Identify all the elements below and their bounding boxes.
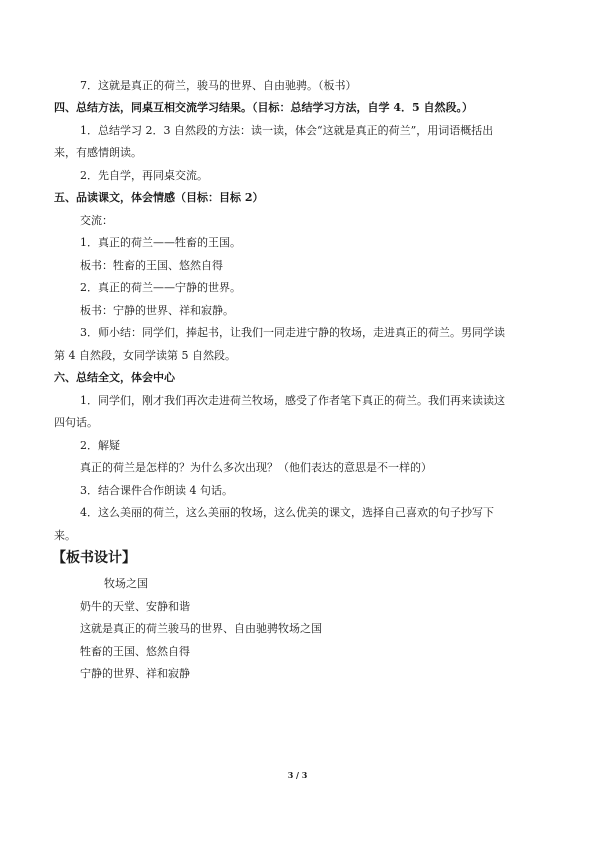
text-line: 来，有感情朗读。: [54, 146, 142, 159]
section-heading: 五、品读课文，体会情感（目标：目标 2）: [54, 191, 264, 204]
text-line: 7．这就是真正的荷兰，骏马的世界、自由驰骋。（板书）: [80, 79, 357, 92]
text-line: 1．真正的荷兰——牲畜的王国。: [80, 236, 241, 249]
board-line: 这就是真正的荷兰骏马的世界、自由驰骋牧场之国: [80, 622, 322, 635]
text-line: 2．真正的荷兰——宁静的世界。: [80, 281, 241, 294]
text-line: 2．解疑: [80, 439, 120, 452]
text-line: 3．师小结：同学们，捧起书，让我们一同走进宁静的牧场，走进真正的荷兰。男同学读: [80, 326, 505, 339]
section-heading: 四、总结方法，同桌互相交流学习结果。（目标：总结学习方法，自学 4．5 自然段。）: [54, 101, 473, 114]
page-number: 3 / 3: [287, 770, 308, 780]
text-line: 3．结合课件合作朗读 4 句话。: [80, 484, 233, 497]
board-design-heading: 【板书设计】: [52, 550, 136, 566]
text-line: 板书：牲畜的王国、悠然自得: [80, 259, 223, 272]
board-line: 宁静的世界、祥和寂静: [80, 667, 190, 680]
board-line: 牲畜的王国、悠然自得: [80, 645, 190, 658]
text-line: 板书：宁静的世界、祥和寂静。: [80, 304, 234, 317]
text-line: 1．总结学习 2．3 自然段的方法：读一读，体会“这就是真正的荷兰”，用词语概括出: [80, 124, 494, 137]
text-line: 真正的荷兰是怎样的？为什么多次出现？（他们表达的意思是不一样的）: [80, 461, 432, 474]
text-line: 2．先自学，再同桌交流。: [80, 169, 208, 182]
board-line: 牧场之国: [104, 577, 148, 590]
text-line: 交流：: [80, 214, 113, 227]
text-line: 来。: [54, 529, 76, 542]
board-line: 奶牛的天堂、安静和谐: [80, 600, 190, 613]
text-line: 4．这么美丽的荷兰，这么美丽的牧场，这么优美的课文，选择自己喜欢的句子抄写下: [80, 506, 494, 519]
text-line: 第 4 自然段，女同学读第 5 自然段。: [54, 349, 236, 362]
section-heading: 六、总结全文，体会中心: [54, 371, 175, 384]
text-line: 四句话。: [54, 416, 98, 429]
text-line: 1．同学们，刚才我们再次走进荷兰牧场，感受了作者笔下真正的荷兰。我们再来读读这: [80, 394, 505, 407]
